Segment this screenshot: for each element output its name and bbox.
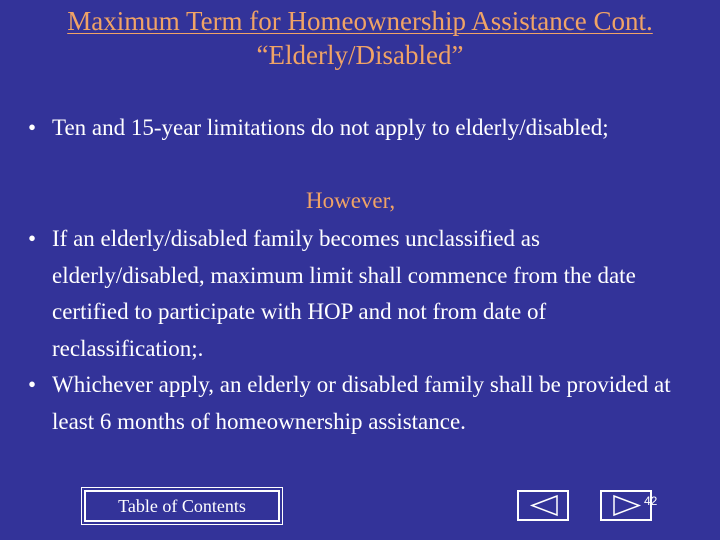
bullet-item-3 <box>28 367 696 440</box>
page-number: 42 <box>644 494 658 508</box>
title-line-2: “Elderly/Disabled” <box>256 40 464 70</box>
bullet-text: If an elderly/disabled family becomes unclassified as elderly/disabled, maximum limit shall commence from the date certified to participate with HOP and not from date of reclassification;. <box>52 226 636 361</box>
however-label: However, <box>306 188 396 213</box>
bullet-item-1 <box>28 110 628 147</box>
bullet-item-2 <box>28 221 696 367</box>
previous-slide-button[interactable] <box>517 490 569 521</box>
bullet-dot: • <box>28 115 37 140</box>
table-of-contents-button[interactable]: Table of Contents <box>84 490 280 522</box>
bullet-text: Ten and 15-year limitations do not apply to elderly/disabled; <box>52 115 609 140</box>
triangle-left-icon <box>519 492 567 519</box>
title-line-1: Maximum Term for Homeownership Assistance Cont. <box>67 6 653 36</box>
triangle-right-icon <box>602 492 650 519</box>
bullet-dot: • <box>28 226 37 251</box>
bullet-dot: • <box>28 372 37 397</box>
bullet-text: Whichever apply, an elderly or disabled family shall be provided at least 6 months of homeownership assistance. <box>52 372 671 434</box>
slide-title <box>0 4 720 72</box>
